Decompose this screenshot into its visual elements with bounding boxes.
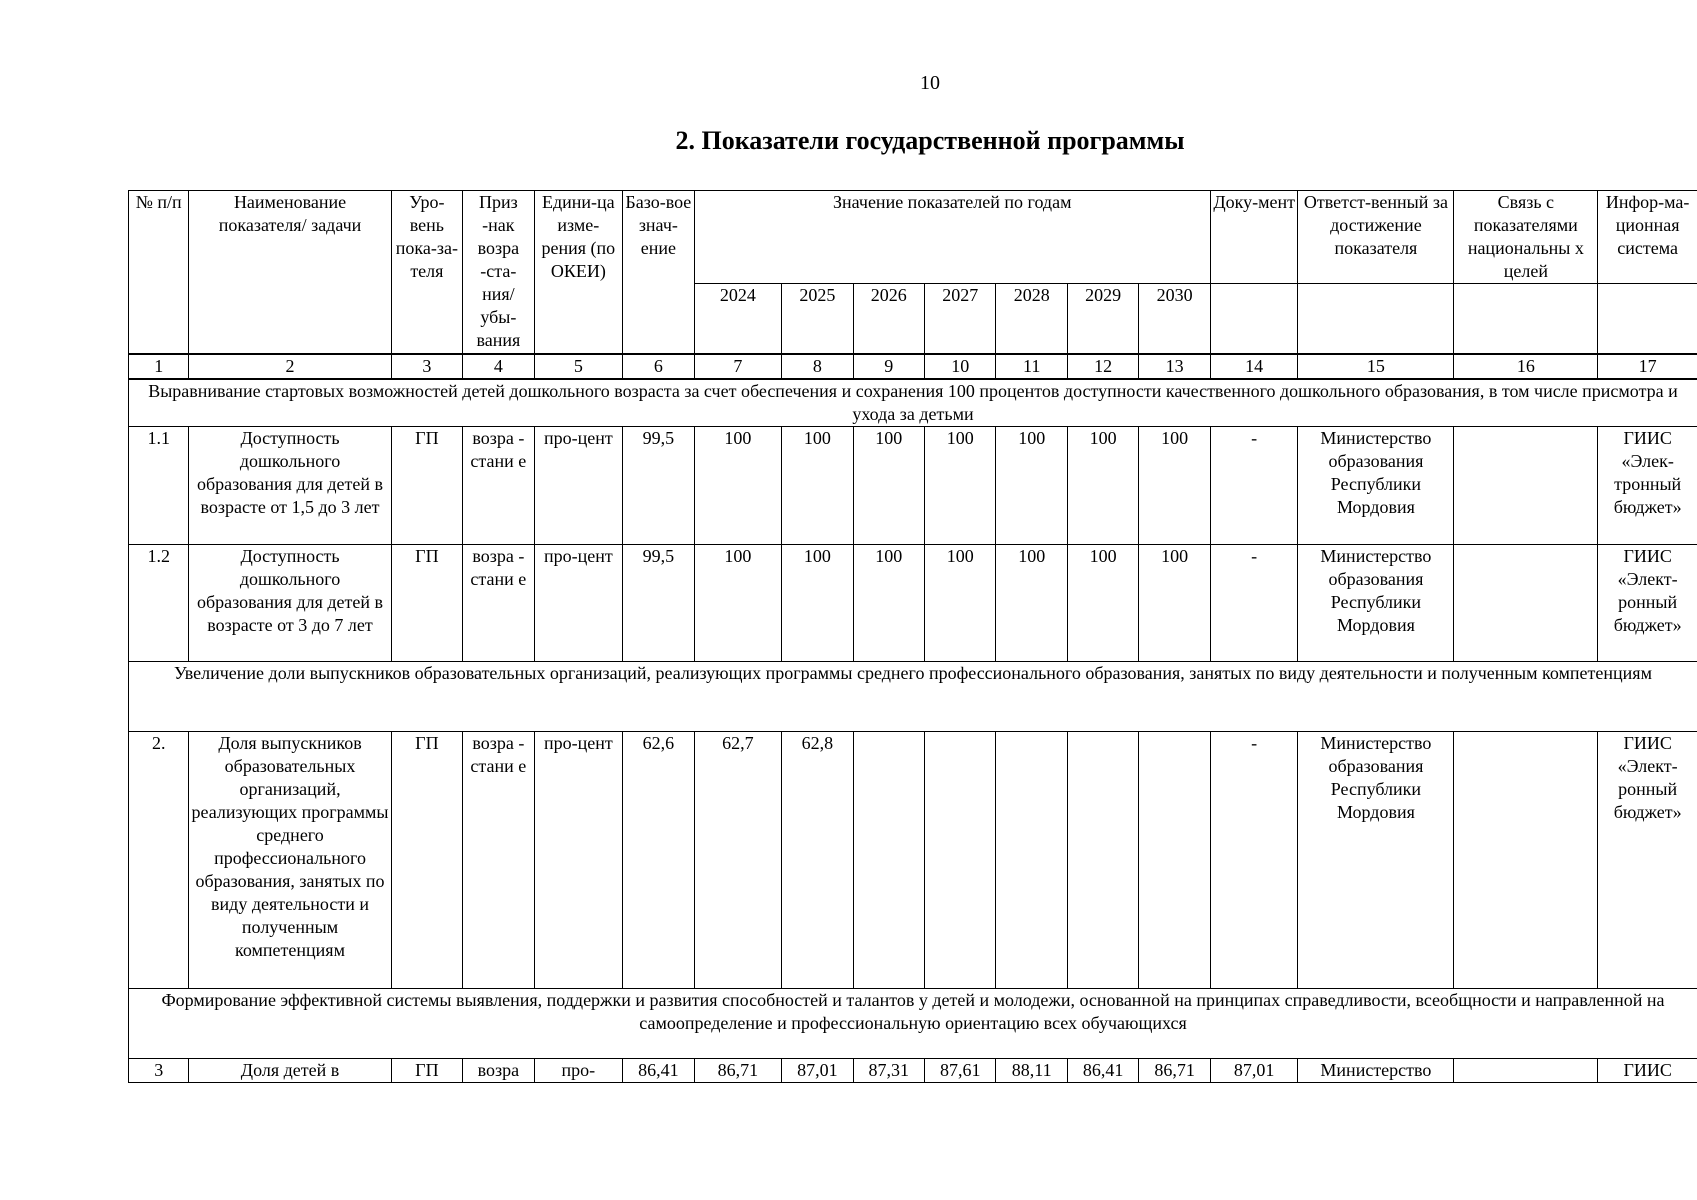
row-value: [853, 731, 924, 988]
row-num: 2.: [129, 731, 189, 988]
column-numbers-row: [129, 354, 1697, 379]
row-unit: про-: [534, 1058, 623, 1082]
header-year: 2024: [694, 284, 782, 354]
column-number: 7: [694, 354, 782, 379]
row-value: [925, 731, 996, 988]
row-num: 1.1: [129, 426, 189, 544]
row-value: 100: [853, 544, 924, 661]
row-value: 100: [925, 544, 996, 661]
column-number: 3: [391, 354, 462, 379]
header-row-1: [129, 191, 1697, 284]
column-number: 9: [853, 354, 924, 379]
header-year: 2026: [853, 284, 924, 354]
goal-text: Формирование эффективной системы выявления, поддержки и развития способностей и талантов у детей и молодежи, основанной на принципах справедливости, всеобщности и направленной на самоопределение и профессиональную ориентацию всех обучающихся: [129, 988, 1697, 1058]
header-empty: [1210, 284, 1298, 354]
row-value: 100: [782, 426, 853, 544]
row-value: 100: [782, 544, 853, 661]
row-value: 86,71: [1139, 1058, 1210, 1082]
header-responsible: Ответст-венный за достижение показателя: [1298, 191, 1454, 284]
header-values-by-year: Значение показателей по годам: [694, 191, 1210, 284]
header-year: 2030: [1139, 284, 1210, 354]
column-number: 14: [1210, 354, 1298, 379]
row-unit: про-цент: [534, 731, 623, 988]
header-link: Связь с показателями национальны х целей: [1454, 191, 1598, 284]
column-number: 5: [534, 354, 623, 379]
row-sign: возра: [463, 1058, 534, 1082]
header-empty: [1454, 284, 1598, 354]
column-number: 10: [925, 354, 996, 379]
header-info-system: Инфор-ма-ционная система: [1598, 191, 1697, 284]
row-name: Доля детей в: [189, 1058, 391, 1082]
column-number: 11: [996, 354, 1067, 379]
row-num: 1.2: [129, 544, 189, 661]
row-base: 99,5: [623, 544, 694, 661]
row-value: 100: [925, 426, 996, 544]
row-sign: возра - стани е: [463, 731, 534, 988]
row-level: ГП: [391, 731, 462, 988]
column-number: 8: [782, 354, 853, 379]
header-empty: [1298, 284, 1454, 354]
row-sign: возра - стани е: [463, 426, 534, 544]
column-number: 16: [1454, 354, 1598, 379]
column-number: 1: [129, 354, 189, 379]
row-info-system: ГИИС «Элект-ронный бюджет»: [1598, 731, 1697, 988]
row-value: 86,71: [694, 1058, 782, 1082]
header-sign: Приз -нак возра -ста-ния/ убы-вания: [463, 191, 534, 354]
row-link: [1454, 1058, 1598, 1082]
column-number: 12: [1067, 354, 1138, 379]
column-number: 13: [1139, 354, 1210, 379]
row-base: 99,5: [623, 426, 694, 544]
header-year: 2029: [1067, 284, 1138, 354]
header-year: 2027: [925, 284, 996, 354]
row-value: 87,61: [925, 1058, 996, 1082]
header-year: 2028: [996, 284, 1067, 354]
row-level: ГП: [391, 1058, 462, 1082]
header-num: № п/п: [129, 191, 189, 354]
row-value: 100: [694, 426, 782, 544]
row-responsible: Министерство образования Республики Мордовия: [1298, 426, 1454, 544]
row-value: 100: [996, 426, 1067, 544]
row-unit: про-цент: [534, 426, 623, 544]
row-link: [1454, 426, 1598, 544]
page-number: 10: [920, 72, 940, 94]
row-name: Доступность дошкольного образования для детей в возрасте от 1,5 до 3 лет: [189, 426, 391, 544]
row-level: ГП: [391, 544, 462, 661]
row-value: 100: [853, 426, 924, 544]
row-sign: возра - стани е: [463, 544, 534, 661]
indicators-table: [128, 190, 1697, 1083]
row-document: 87,01: [1210, 1058, 1298, 1082]
goal-text: Увеличение доли выпускников образовательных организаций, реализующих программы среднего профессионального образования, занятых по виду деятельности и полученным компетенциям: [129, 661, 1697, 731]
indicator-row: [129, 1058, 1697, 1082]
row-name: Доступность дошкольного образования для детей в возрасте от 3 до 7 лет: [189, 544, 391, 661]
section-title: 2. Показатели государственной программы: [675, 126, 1185, 155]
row-link: [1454, 544, 1598, 661]
goal-text: Выравнивание стартовых возможностей детей дошкольного возраста за счет обеспечения и сохранения 100 процентов доступности качественного дошкольного образования, в том числе присмотра и ухода за детьми: [129, 379, 1697, 427]
indicator-row: [129, 544, 1697, 661]
row-base: 86,41: [623, 1058, 694, 1082]
row-value: 100: [1067, 426, 1138, 544]
row-value: 87,01: [782, 1058, 853, 1082]
row-responsible: Министерство образования Республики Мордовия: [1298, 544, 1454, 661]
row-responsible: Министерство образования Республики Мордовия: [1298, 731, 1454, 988]
row-num: 3: [129, 1058, 189, 1082]
column-number: 4: [463, 354, 534, 379]
row-base: 62,6: [623, 731, 694, 988]
goal-row: [129, 661, 1697, 731]
row-value: 100: [1067, 544, 1138, 661]
column-number: 6: [623, 354, 694, 379]
row-value: 100: [1139, 426, 1210, 544]
indicator-row: [129, 426, 1697, 544]
row-document: -: [1210, 426, 1298, 544]
row-document: -: [1210, 544, 1298, 661]
column-number: 2: [189, 354, 391, 379]
row-value: 86,41: [1067, 1058, 1138, 1082]
indicator-row: [129, 731, 1697, 988]
row-value: [996, 731, 1067, 988]
row-document: -: [1210, 731, 1298, 988]
row-value: 100: [694, 544, 782, 661]
row-name: Доля выпускников образовательных организаций, реализующих программы среднего профессионального образования, занятых по виду деятельности и полученным компетенциям: [189, 731, 391, 988]
header-document: Доку-мент: [1210, 191, 1298, 284]
goal-row: [129, 379, 1697, 427]
row-value: 62,8: [782, 731, 853, 988]
row-value: 100: [996, 544, 1067, 661]
row-link: [1454, 731, 1598, 988]
row-value: 62,7: [694, 731, 782, 988]
header-empty: [1598, 284, 1697, 354]
header-name: Наименование показателя/ задачи: [189, 191, 391, 354]
row-info-system: ГИИС: [1598, 1058, 1697, 1082]
goal-row: [129, 988, 1697, 1058]
row-value: 87,31: [853, 1058, 924, 1082]
header-base: Базо-вое знач-ение: [623, 191, 694, 354]
column-number: 15: [1298, 354, 1454, 379]
row-value: 100: [1139, 544, 1210, 661]
row-responsible: Министерство: [1298, 1058, 1454, 1082]
header-level: Уро-вень пока-за-теля: [391, 191, 462, 354]
row-value: 88,11: [996, 1058, 1067, 1082]
row-unit: про-цент: [534, 544, 623, 661]
row-info-system: ГИИС «Элект-ронный бюджет»: [1598, 544, 1697, 661]
row-level: ГП: [391, 426, 462, 544]
header-unit: Едини-ца изме-рения (по ОКЕИ): [534, 191, 623, 354]
row-value: [1067, 731, 1138, 988]
row-value: [1139, 731, 1210, 988]
header-year: 2025: [782, 284, 853, 354]
row-info-system: ГИИС «Элек-тронный бюджет»: [1598, 426, 1697, 544]
column-number: 17: [1598, 354, 1697, 379]
